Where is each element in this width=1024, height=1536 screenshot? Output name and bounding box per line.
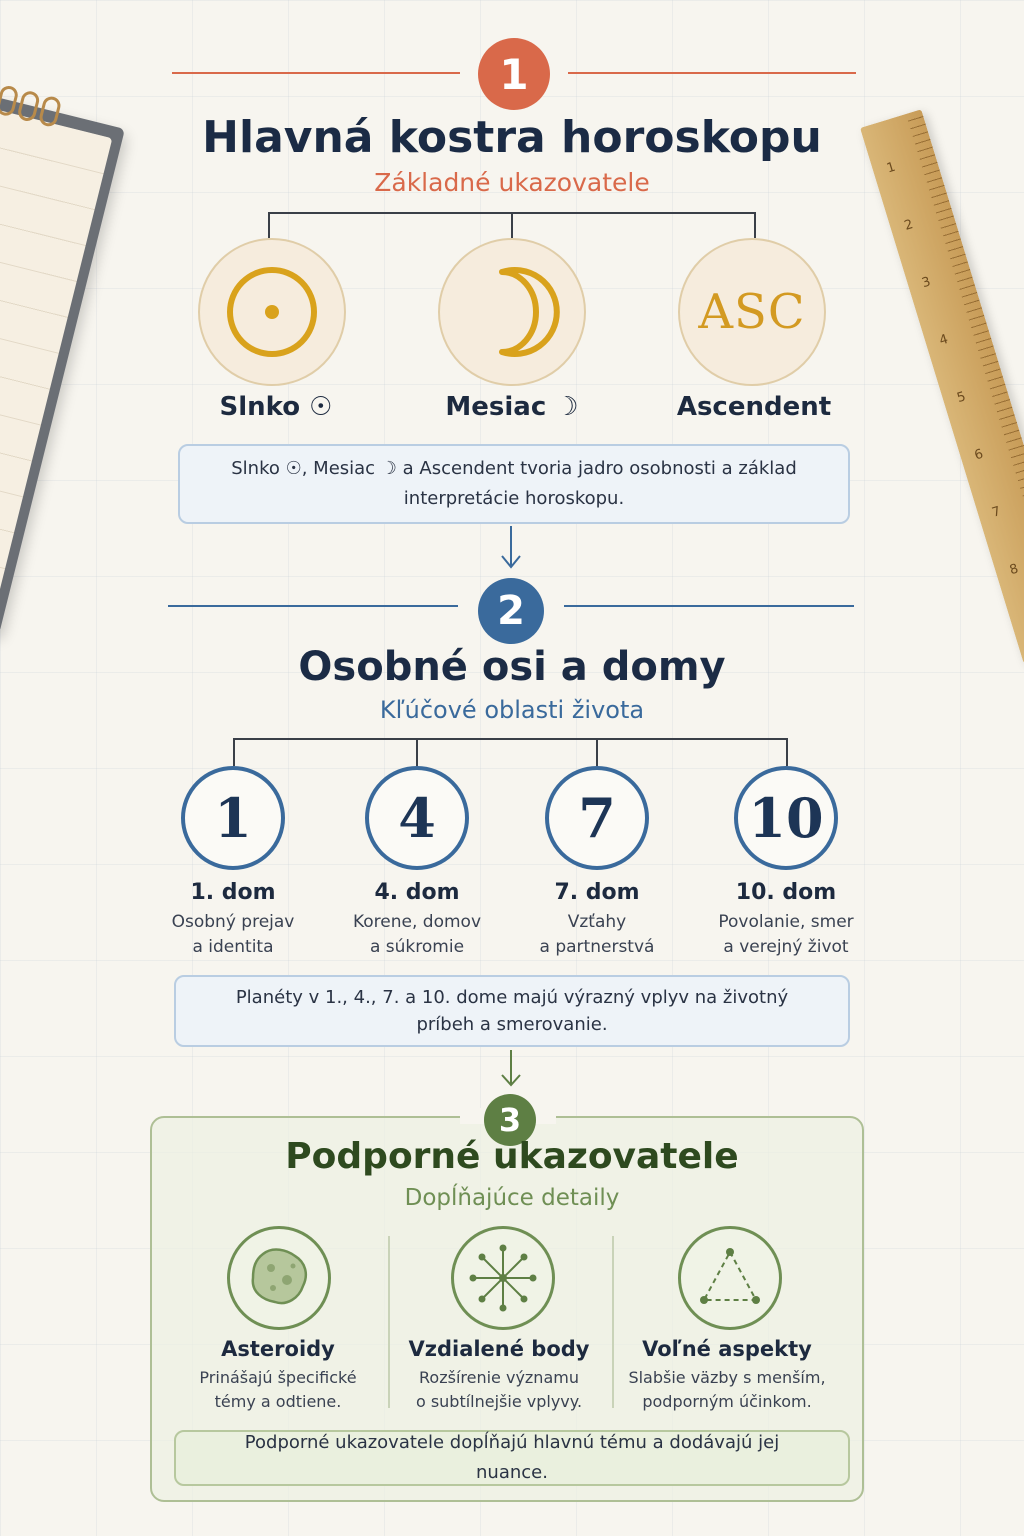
- section1-left-rule: [172, 72, 460, 74]
- asteroids-title: Asteroidy: [221, 1337, 335, 1361]
- ruler-number: 2: [902, 217, 915, 234]
- ascendant-icon: ASC: [698, 284, 806, 340]
- section3-number-badge: 3: [484, 1094, 536, 1146]
- ruler-number: 8: [1007, 561, 1021, 579]
- sun-symbol-icon: [222, 262, 322, 362]
- ruler-number: 6: [972, 446, 986, 464]
- house-7-desc-line: a partnerstvá: [539, 937, 655, 957]
- section2-right-rule: [564, 605, 854, 607]
- section3-title: Podporné ukazovatele: [285, 1136, 739, 1177]
- ruler-number: 7: [990, 504, 1003, 521]
- section1-title: Hlavná kostra horoskopu: [202, 112, 822, 163]
- house-10-circle: 10: [734, 766, 838, 870]
- section2-connector: [233, 738, 788, 766]
- house-1-desc-line: Osobný prejav: [171, 912, 295, 932]
- loose-aspects-desc-line: Slabšie väzby s menším,: [628, 1368, 826, 1387]
- asteroids-description: [168, 1366, 388, 1414]
- distant-points-circle: [451, 1226, 555, 1330]
- ruler-number: 5: [955, 389, 968, 407]
- ruler-number: 3: [920, 274, 933, 292]
- house-1-description: [133, 910, 333, 960]
- loose-aspects-description: [617, 1366, 837, 1414]
- asteroids-desc-line: témy a odtiene.: [214, 1392, 342, 1411]
- section1-connector-stub: [511, 212, 513, 238]
- sun-circle: [198, 238, 346, 386]
- asteroids-desc-line: Prinášajú špecifické: [199, 1368, 357, 1387]
- house-4-circle: 4: [365, 766, 469, 870]
- house-10-desc-line: Povolanie, smer: [718, 912, 854, 932]
- house-1-desc-line: a identita: [192, 937, 274, 957]
- ascendant-label: Ascendent: [676, 392, 832, 422]
- sun-label: Slnko ☉: [219, 392, 333, 422]
- section2-number-badge: 2: [478, 578, 544, 644]
- house-4-title: 4. dom: [374, 880, 460, 905]
- asteroid-icon: [241, 1240, 317, 1316]
- house-4-desc-line: a súkromie: [369, 937, 465, 957]
- house-10-title: 10. dom: [735, 880, 837, 905]
- house-4-desc-line: Korene, domov: [352, 912, 482, 932]
- loose-aspects-title: Voľné aspekty: [642, 1337, 812, 1361]
- house-10-description: [686, 910, 886, 960]
- ascendant-circle: [678, 238, 826, 386]
- section2-note: Planéty v 1., 4., 7. a 10. dome majú výrazný vplyv na životný príbeh a smerovanie.: [174, 975, 850, 1047]
- section2-connector-stub: [416, 738, 418, 766]
- distant-points-title: Vzdialené body: [408, 1337, 590, 1361]
- distant-points-desc-line: o subtílnejšie vplyvy.: [415, 1392, 583, 1411]
- section3-subtitle: Dopĺňajúce detaily: [404, 1185, 620, 1211]
- aspect-triangle-circle: [678, 1226, 782, 1330]
- section1-subtitle: Základné ukazovatele: [374, 168, 650, 197]
- asteroid-circle: [227, 1226, 331, 1330]
- distant-points-icon: [465, 1240, 541, 1316]
- section3-divider: [612, 1236, 614, 1408]
- distant-points-description: [389, 1366, 609, 1414]
- ruler-number: 4: [937, 331, 951, 349]
- moon-circle: [438, 238, 586, 386]
- house-7-circle: 7: [545, 766, 649, 870]
- house-1-circle: 1: [181, 766, 285, 870]
- house-4-description: [317, 910, 517, 960]
- loose-aspects-desc-line: podporným účinkom.: [642, 1392, 812, 1411]
- section2-connector-stub: [596, 738, 598, 766]
- house-10-desc-line: a verejný život: [723, 937, 849, 957]
- arrow-down-icon: [498, 1048, 524, 1090]
- house-7-desc-line: Vzťahy: [567, 912, 627, 932]
- section1-number-badge: 1: [478, 38, 550, 110]
- section2-left-rule: [168, 605, 458, 607]
- aspect-triangle-icon: [692, 1240, 768, 1316]
- section1-right-rule: [568, 72, 856, 74]
- moon-symbol-icon: [462, 262, 562, 362]
- house-7-description: [497, 910, 697, 960]
- house-7-title: 7. dom: [554, 880, 640, 905]
- ruler-number: 1: [885, 159, 898, 177]
- moon-label: Mesiac ☽: [445, 392, 579, 422]
- section3-note: Podporné ukazovatele dopĺňajú hlavnú tému a dodávajú jej nuance.: [174, 1430, 850, 1486]
- section2-title: Osobné osi a domy: [298, 644, 726, 690]
- section1-note: Slnko ☉, Mesiac ☽ a Ascendent tvoria jadro osobnosti a základ interpretácie horoskopu.: [178, 444, 850, 524]
- distant-points-desc-line: Rozšírenie významu: [419, 1368, 579, 1387]
- house-1-title: 1. dom: [190, 880, 276, 905]
- arrow-down-icon: [498, 524, 524, 572]
- section2-subtitle: Kľúčové oblasti života: [379, 696, 645, 724]
